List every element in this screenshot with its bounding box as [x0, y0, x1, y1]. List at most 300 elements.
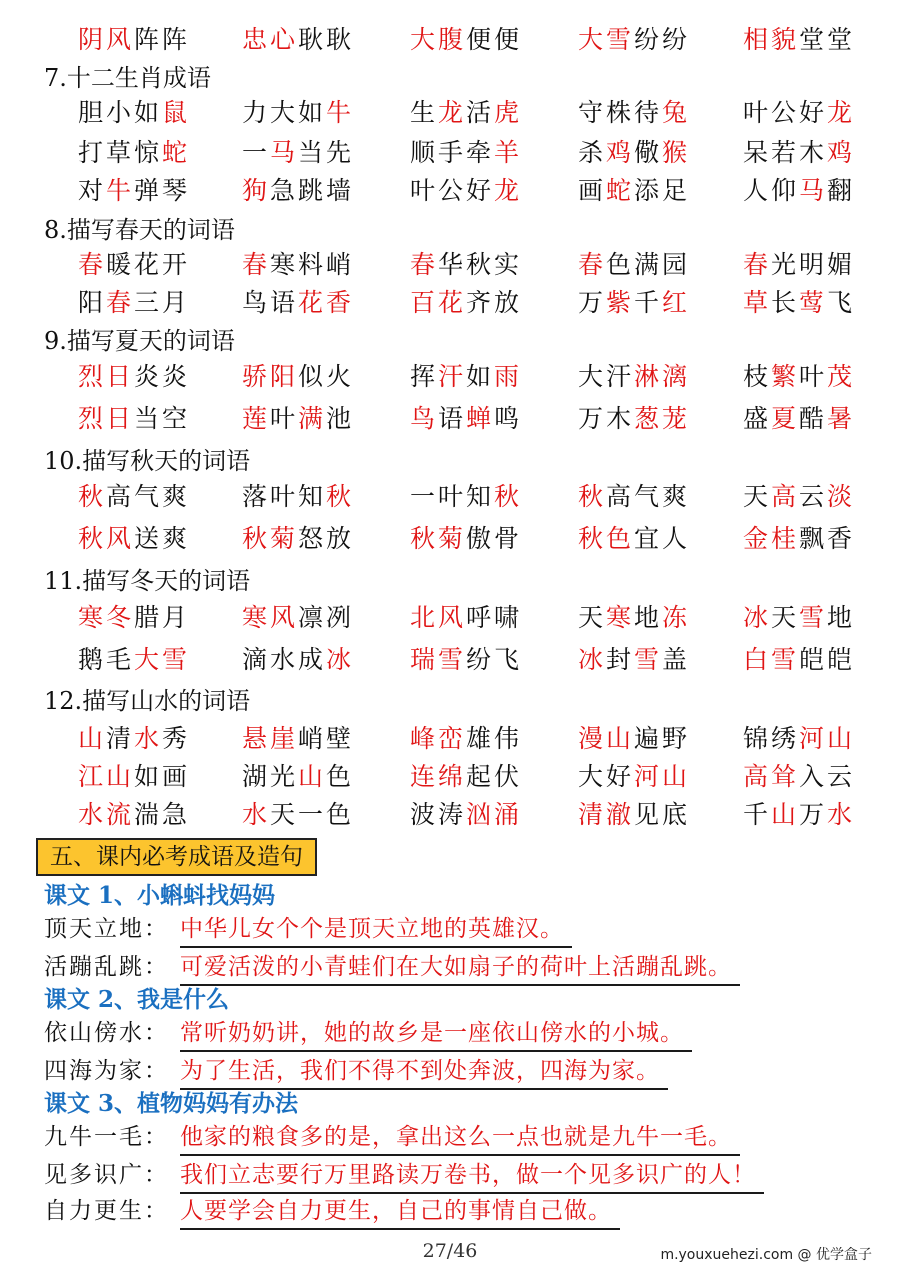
idiom-row: [0, 133, 900, 173]
idiom-text: 似火: [298, 362, 355, 391]
idiom-highlight: 冰: [743, 603, 772, 632]
idiom-cell: [410, 20, 522, 60]
idiom-cell: [743, 640, 855, 680]
idiom-text: 高气爽: [606, 482, 691, 511]
idiom-cell: [242, 20, 354, 60]
idiom-highlight: 鸟: [410, 404, 439, 433]
idiom-cell: [242, 357, 354, 397]
idiom-highlight: 花香: [298, 288, 355, 317]
idiom-cell: [242, 719, 354, 759]
idiom-cell: [578, 171, 690, 211]
idiom-text: 高气爽: [106, 482, 191, 511]
idiom-cell: [410, 245, 522, 285]
idiom-row: [0, 598, 900, 638]
idiom-highlight: 相貌: [743, 25, 800, 54]
idiom-cell: [242, 477, 354, 517]
idiom-text: 人仰: [743, 176, 800, 205]
category-heading: 7.十二生肖成语: [44, 64, 211, 92]
idiom-highlight: 冰: [326, 645, 355, 674]
idiom-cell: [78, 245, 190, 285]
example-sentence: 我们立志要行万里路读万卷书，做一个见多识广的人！: [180, 1158, 764, 1194]
idiom-highlight: 悬崖: [242, 724, 299, 753]
idiom-cell: [78, 133, 190, 173]
idiom-highlight: 蛇: [606, 176, 635, 205]
idiom-highlight: 瑞雪: [410, 645, 467, 674]
idiom-highlight: 春: [242, 250, 271, 279]
idiom-cell: [578, 757, 690, 797]
idiom-text: 秀: [162, 724, 191, 753]
idiom-highlight: 大腹: [410, 25, 467, 54]
idiom-highlight: 忠心: [242, 25, 299, 54]
idiom-highlight: 春: [410, 250, 439, 279]
idiom-text: 色满园: [606, 250, 691, 279]
idiom-highlight: 马: [270, 138, 299, 167]
idiom-highlight: 雪: [799, 603, 828, 632]
idiom-cell: [410, 171, 522, 211]
idiom-text: 滴水成: [242, 645, 327, 674]
idiom-cell: [410, 133, 522, 173]
idiom-highlight: 北风: [410, 603, 467, 632]
idiom-text: 天: [743, 482, 772, 511]
idiom-text: 呼啸: [466, 603, 523, 632]
idiom-cell: [578, 795, 690, 835]
idiom-text: 地: [827, 603, 856, 632]
idiom-text: 呆若木: [743, 138, 828, 167]
idiom-highlight: 葱茏: [634, 404, 691, 433]
idiom-text: 鹅毛: [78, 645, 135, 674]
example-sentence: 人要学会自力更生，自己的事情自己做。: [180, 1194, 620, 1230]
idiom-highlight: 高: [771, 482, 800, 511]
idiom-text: 天一色: [270, 800, 355, 829]
idiom-highlight: 大雪: [134, 645, 191, 674]
idiom-cell: [578, 133, 690, 173]
idiom-text: 当先: [298, 138, 355, 167]
idiom-cell: [743, 357, 855, 397]
idiom-text: 入云: [799, 762, 856, 791]
idiom-cell: [578, 399, 690, 439]
idiom-highlight: 淡: [827, 482, 856, 511]
idiom-text: 耿耿: [298, 25, 355, 54]
idiom-highlight: 白雪: [743, 645, 800, 674]
idiom-highlight: 峰峦: [410, 724, 467, 753]
idiom-cell: [78, 477, 190, 517]
idiom-cell: [578, 283, 690, 323]
idiom-highlight: 河山: [634, 762, 691, 791]
idiom-highlight: 漫山: [578, 724, 635, 753]
idiom-highlight: 莲: [242, 404, 271, 433]
idiom-row: [0, 93, 900, 133]
idiom-highlight: 山: [298, 762, 327, 791]
idiom-text: 画: [578, 176, 607, 205]
idiom-highlight: 牛: [326, 98, 355, 127]
lesson-title: 课文 1、小蝌蚪找妈妈: [44, 882, 276, 909]
idiom-highlight: 夏: [771, 404, 800, 433]
idiom-cell: [78, 719, 190, 759]
idiom-highlight: 阴风: [78, 25, 135, 54]
idiom-cell: [743, 519, 855, 559]
idiom-text: 怒放: [298, 524, 355, 553]
idiom-highlight: 春: [78, 250, 107, 279]
idiom-text: 力大如: [242, 98, 327, 127]
idiom-cell: [578, 519, 690, 559]
watermark: m.youxuehezi.com @ 优学盒子: [660, 1247, 872, 1263]
idiom-highlight: 河山: [799, 724, 856, 753]
idiom-cell: [410, 719, 522, 759]
idiom-cell: [578, 640, 690, 680]
page-number: 27/46: [422, 1240, 478, 1262]
idiom-highlight: 草: [743, 288, 772, 317]
idiom-text: 湖光: [242, 762, 299, 791]
idiom-highlight: 烈日: [78, 404, 135, 433]
idiom-cell: [743, 283, 855, 323]
idiom-text: 飘香: [799, 524, 856, 553]
idiom-highlight: 秋色: [578, 524, 635, 553]
idiom-text: 腊月: [134, 603, 191, 632]
idiom-cell: [78, 20, 190, 60]
idiom-text: 见底: [634, 800, 691, 829]
idiom-cell: [743, 795, 855, 835]
idiom-highlight: 繁: [771, 362, 800, 391]
example-sentence: 他家的粮食多的是，拿出这么一点也就是九牛一毛。: [180, 1120, 740, 1156]
idiom-text: 对: [78, 176, 107, 205]
idiom-text: 凛冽: [298, 603, 355, 632]
idiom-cell: [410, 757, 522, 797]
idiom-row: [0, 757, 900, 797]
category-heading: 12.描写山水的词语: [44, 687, 251, 715]
idiom-cell: [743, 757, 855, 797]
idiom-text: 生: [410, 98, 439, 127]
idiom-cell: [743, 171, 855, 211]
idiom-text: 湍急: [134, 800, 191, 829]
idiom-cell: [410, 93, 522, 133]
idiom-label: 九牛一毛：: [44, 1124, 169, 1150]
idiom-cell: [743, 598, 855, 638]
lesson-title: 课文 3、植物妈妈有办法: [44, 1090, 299, 1117]
idiom-cell: [578, 477, 690, 517]
idiom-text: 波涛: [410, 800, 467, 829]
idiom-highlight: 高耸: [743, 762, 800, 791]
idiom-text: 活: [466, 98, 495, 127]
idiom-cell: [242, 399, 354, 439]
idiom-cell: [242, 598, 354, 638]
idiom-cell: [410, 519, 522, 559]
idiom-highlight: 骄阳: [242, 362, 299, 391]
idiom-text: 大好: [578, 762, 635, 791]
idiom-highlight: 金桂: [743, 524, 800, 553]
idiom-cell: [78, 598, 190, 638]
idiom-text: 杀: [578, 138, 607, 167]
idiom-highlight: 狗: [242, 176, 271, 205]
idiom-cell: [743, 719, 855, 759]
idiom-highlight: 江山: [78, 762, 135, 791]
idiom-cell: [78, 640, 190, 680]
idiom-highlight: 秋: [494, 482, 523, 511]
idiom-row: [0, 245, 900, 285]
idiom-cell: [242, 640, 354, 680]
idiom-text: 一: [242, 138, 271, 167]
idiom-row: [0, 719, 900, 759]
idiom-text: 飞: [827, 288, 856, 317]
idiom-text: 叶公好: [743, 98, 828, 127]
idiom-cell: [410, 283, 522, 323]
idiom-text: 千: [743, 800, 772, 829]
idiom-row: [0, 283, 900, 323]
idiom-highlight: 暑: [827, 404, 856, 433]
idiom-text: 便便: [466, 25, 523, 54]
idiom-row: [0, 640, 900, 680]
idiom-text: 齐放: [466, 288, 523, 317]
idiom-highlight: 茂: [827, 362, 856, 391]
idiom-text: 添足: [634, 176, 691, 205]
idiom-text: 万: [799, 800, 828, 829]
idiom-highlight: 马: [799, 176, 828, 205]
idiom-row: [0, 795, 900, 835]
idiom-highlight: 清澈: [578, 800, 635, 829]
category-heading: 9.描写夏天的词语: [44, 327, 235, 355]
idiom-highlight: 冻: [662, 603, 691, 632]
idiom-text: 送爽: [134, 524, 191, 553]
idiom-cell: [743, 399, 855, 439]
category-heading: 8.描写春天的词语: [44, 216, 235, 244]
idiom-cell: [78, 795, 190, 835]
idiom-text: 纷纷: [634, 25, 691, 54]
idiom-highlight: 蝉: [466, 404, 495, 433]
idiom-highlight: 龙: [494, 176, 523, 205]
idiom-text: 华秋实: [438, 250, 523, 279]
idiom-text: 一叶知: [410, 482, 495, 511]
idiom-text: 盛: [743, 404, 772, 433]
idiom-text: 千: [634, 288, 663, 317]
idiom-text: 阳: [78, 288, 107, 317]
idiom-label: 自力更生：: [44, 1198, 169, 1224]
idiom-text: 池: [326, 404, 355, 433]
idiom-cell: [78, 283, 190, 323]
idiom-text: 儆: [634, 138, 663, 167]
idiom-text: 万木: [578, 404, 635, 433]
idiom-highlight: 秋菊: [410, 524, 467, 553]
idiom-highlight: 淋漓: [634, 362, 691, 391]
idiom-cell: [578, 598, 690, 638]
category-heading: 11.描写冬天的词语: [44, 567, 251, 595]
lesson-title: 课文 2、我是什么: [44, 986, 230, 1013]
idiom-text: 叶: [799, 362, 828, 391]
idiom-text: 清: [106, 724, 135, 753]
idiom-highlight: 雪: [634, 645, 663, 674]
idiom-highlight: 烈日: [78, 362, 135, 391]
idiom-highlight: 虎: [494, 98, 523, 127]
idiom-highlight: 水: [827, 800, 856, 829]
idiom-text: 宜人: [634, 524, 691, 553]
idiom-highlight: 猴: [662, 138, 691, 167]
idiom-cell: [578, 719, 690, 759]
idiom-text: 如画: [134, 762, 191, 791]
idiom-highlight: 鸡: [606, 138, 635, 167]
idiom-highlight: 水: [134, 724, 163, 753]
idiom-highlight: 满: [298, 404, 327, 433]
idiom-row: [0, 399, 900, 439]
idiom-text: 鸣: [494, 404, 523, 433]
example-sentence: 常听奶奶讲，她的故乡是一座依山傍水的小城。: [180, 1016, 692, 1052]
idiom-cell: [242, 283, 354, 323]
idiom-text: 峭壁: [298, 724, 355, 753]
idiom-text: 色: [326, 762, 355, 791]
idiom-text: 落叶知: [242, 482, 327, 511]
idiom-text: 急跳墙: [270, 176, 355, 205]
idiom-cell: [78, 93, 190, 133]
idiom-text: 打草惊: [78, 138, 163, 167]
example-sentence: 为了生活，我们不得不到处奔波，四海为家。: [180, 1054, 668, 1090]
idiom-highlight: 牛: [106, 176, 135, 205]
idiom-label: 四海为家：: [44, 1058, 169, 1084]
idiom-cell: [743, 20, 855, 60]
idiom-highlight: 秋: [78, 482, 107, 511]
category-heading: 10.描写秋天的词语: [44, 447, 251, 475]
idiom-cell: [410, 598, 522, 638]
idiom-text: 寒料峭: [270, 250, 355, 279]
idiom-text: 起伏: [466, 762, 523, 791]
idiom-row: [0, 357, 900, 397]
idiom-text: 炎炎: [134, 362, 191, 391]
idiom-cell: [242, 171, 354, 211]
idiom-highlight: 龙: [438, 98, 467, 127]
idiom-cell: [743, 477, 855, 517]
idiom-highlight: 鼠: [162, 98, 191, 127]
idiom-text: 雄伟: [466, 724, 523, 753]
idiom-cell: [578, 245, 690, 285]
idiom-text: 天: [578, 603, 607, 632]
idiom-cell: [242, 93, 354, 133]
idiom-text: 地: [634, 603, 663, 632]
idiom-highlight: 秋: [326, 482, 355, 511]
idiom-highlight: 莺: [799, 288, 828, 317]
idiom-text: 纷飞: [466, 645, 523, 674]
idiom-text: 盖: [662, 645, 691, 674]
idiom-text: 鸟语: [242, 288, 299, 317]
idiom-highlight: 山: [78, 724, 107, 753]
idiom-highlight: 春: [106, 288, 135, 317]
idiom-highlight: 寒: [606, 603, 635, 632]
idiom-highlight: 山: [771, 800, 800, 829]
idiom-highlight: 秋风: [78, 524, 135, 553]
idiom-highlight: 大雪: [578, 25, 635, 54]
idiom-text: 堂堂: [799, 25, 856, 54]
idiom-highlight: 鸡: [827, 138, 856, 167]
idiom-cell: [78, 399, 190, 439]
idiom-highlight: 汗: [438, 362, 467, 391]
idiom-cell: [78, 357, 190, 397]
idiom-cell: [242, 133, 354, 173]
idiom-cell: [78, 757, 190, 797]
idiom-text: 傲骨: [466, 524, 523, 553]
idiom-text: 皑皑: [799, 645, 856, 674]
idiom-cell: [743, 93, 855, 133]
idiom-text: 胆小如: [78, 98, 163, 127]
idiom-highlight: 冰: [578, 645, 607, 674]
idiom-label: 活蹦乱跳：: [44, 954, 169, 980]
idiom-cell: [410, 357, 522, 397]
idiom-highlight: 秋菊: [242, 524, 299, 553]
idiom-text: 云: [799, 482, 828, 511]
idiom-highlight: 水: [242, 800, 271, 829]
idiom-text: 枝: [743, 362, 772, 391]
idiom-text: 守株待: [578, 98, 663, 127]
idiom-cell: [242, 795, 354, 835]
idiom-highlight: 蛇: [162, 138, 191, 167]
idiom-cell: [410, 640, 522, 680]
idiom-text: 如: [466, 362, 495, 391]
idiom-text: 封: [606, 645, 635, 674]
idiom-text: 弹琴: [134, 176, 191, 205]
idiom-highlight: 紫: [606, 288, 635, 317]
idiom-text: 叶公好: [410, 176, 495, 205]
idiom-cell: [242, 519, 354, 559]
idiom-highlight: 春: [578, 250, 607, 279]
idiom-cell: [410, 477, 522, 517]
idiom-highlight: 红: [662, 288, 691, 317]
idiom-text: 光明媚: [771, 250, 856, 279]
idiom-cell: [410, 795, 522, 835]
idiom-text: 长: [771, 288, 800, 317]
idiom-text: 当空: [134, 404, 191, 433]
idiom-text: 锦绣: [743, 724, 800, 753]
idiom-text: 酷: [799, 404, 828, 433]
idiom-highlight: 春: [743, 250, 772, 279]
section-title: 五、课内必考成语及造句: [36, 838, 317, 876]
idiom-row: [0, 519, 900, 559]
idiom-text: 叶: [270, 404, 299, 433]
idiom-highlight: 连绵: [410, 762, 467, 791]
idiom-row: [0, 20, 900, 60]
idiom-label: 依山傍水：: [44, 1020, 169, 1046]
idiom-highlight: 秋: [578, 482, 607, 511]
idiom-cell: [78, 519, 190, 559]
idiom-row: [0, 171, 900, 211]
idiom-highlight: 雨: [494, 362, 523, 391]
idiom-text: 三月: [134, 288, 191, 317]
idiom-highlight: 寒冬: [78, 603, 135, 632]
idiom-highlight: 兔: [662, 98, 691, 127]
idiom-label: 见多识广：: [44, 1162, 169, 1188]
idiom-text: 顺手牵: [410, 138, 495, 167]
example-sentence: 可爱活泼的小青蛙们在大如扇子的荷叶上活蹦乱跳。: [180, 950, 740, 986]
idiom-text: 万: [578, 288, 607, 317]
idiom-cell: [578, 93, 690, 133]
idiom-highlight: 汹涌: [466, 800, 523, 829]
idiom-cell: [242, 757, 354, 797]
idiom-highlight: 百花: [410, 288, 467, 317]
idiom-cell: [242, 245, 354, 285]
idiom-text: 天: [771, 603, 800, 632]
idiom-text: 暖花开: [106, 250, 191, 279]
idiom-text: 阵阵: [134, 25, 191, 54]
idiom-highlight: 寒风: [242, 603, 299, 632]
idiom-cell: [578, 20, 690, 60]
idiom-cell: [743, 245, 855, 285]
idiom-text: 遍野: [634, 724, 691, 753]
idiom-text: 挥: [410, 362, 439, 391]
example-sentence: 中华儿女个个是顶天立地的英雄汉。: [180, 912, 572, 948]
idiom-cell: [743, 133, 855, 173]
idiom-cell: [78, 171, 190, 211]
idiom-highlight: 龙: [827, 98, 856, 127]
idiom-row: [0, 477, 900, 517]
idiom-highlight: 羊: [494, 138, 523, 167]
idiom-cell: [578, 357, 690, 397]
idiom-text: 翻: [827, 176, 856, 205]
idiom-highlight: 水流: [78, 800, 135, 829]
idiom-text: 语: [438, 404, 467, 433]
idiom-text: 大汗: [578, 362, 635, 391]
